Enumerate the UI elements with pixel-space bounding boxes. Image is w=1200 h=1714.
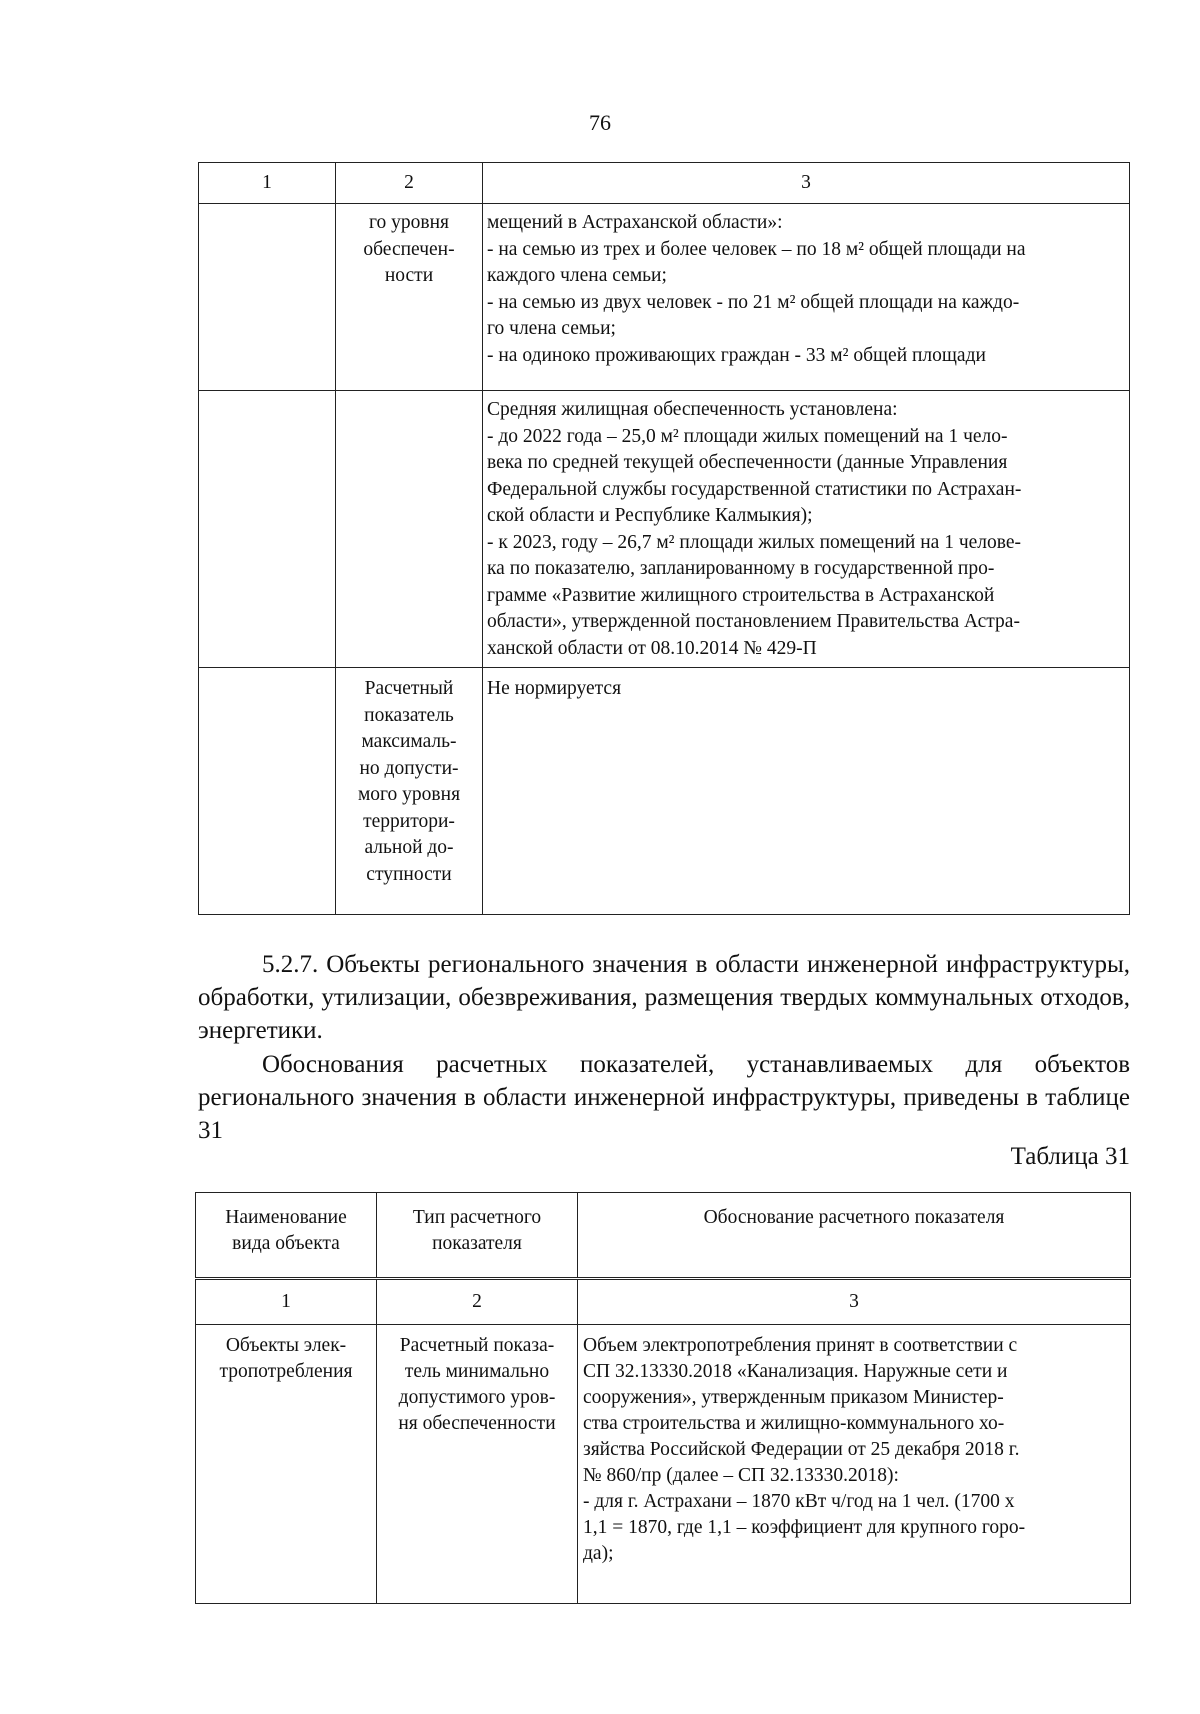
header-justification [578,1193,1131,1279]
cell-line: каждого члена семьи; [487,265,667,286]
header-cell-1: 1 [199,163,336,204]
cell-line: Расчетный [364,678,454,699]
justification-cell [483,204,1130,391]
continuation-table [198,162,1130,915]
empty-cell [199,668,336,915]
header-line: Наименование [225,1207,347,1228]
cell-line: зяйства Российской Федерации от 25 декабря 2018 г. [583,1439,1020,1460]
header-line: Тип расчетного [412,1207,542,1228]
number-cell-1: 1 [196,1279,377,1325]
cell-line: Объем электропотребления принят в соответствии с [583,1335,1018,1356]
cell-line: да); [583,1543,614,1564]
table-row [199,668,1130,915]
header-cell-3: 3 [483,163,1130,204]
cell-line: го уровня [369,212,449,233]
cell-line: ня обеспеченности [398,1413,556,1434]
indicator-type-cell [377,1325,578,1604]
cell-line: тропотребления [219,1361,353,1382]
cell-line: мещений в Астраханской области»: [487,212,783,233]
cell-line: ханской области от 08.10.2014 № 429-П [487,637,817,659]
cell-line: допустимого уров- [398,1387,556,1408]
table-label: Таблица 31 [1010,1143,1130,1170]
table-31 [195,1192,1131,1604]
table-row [199,204,1130,391]
not-regulated-cell: Не нормируется [483,668,1130,915]
cell-line: ступности [366,863,452,885]
body-paragraph: Обоснования расчетных показателей, устанавливаемых для объектов регионального значения в области инженерной инфраструктуры, приведены в таблице 31 [198,1051,1130,1144]
header-line: показателя [432,1233,522,1254]
cell-line: СП 32.13330.2018 «Канализация. Наружные сети и [583,1361,1008,1382]
cell-line: - на семью из трех и более человек – по 18 м² общей площади на [487,238,1026,260]
cell-line: ства строительства и жилищно-коммунального хо- [583,1413,1005,1434]
header-line: Обоснование расчетного показателя [703,1207,1005,1228]
cell-line: века по средней текущей обеспеченности (данные Управления [487,452,1008,473]
table-row [196,1325,1131,1604]
empty-cell [199,204,336,391]
table-header-row [199,163,1130,204]
cell-line: максималь- [361,731,457,752]
indicator-type-cell [336,204,483,391]
number-cell-3: 3 [578,1279,1131,1325]
table-header-row [196,1193,1131,1279]
justification-cell [483,391,1130,668]
empty-cell [199,391,336,668]
section-heading-paragraph: 5.2.7. Объекты регионального значения в области инженерной инфраструктуры, обработки, утилизации, обезвреживания, размещения твердых коммунальных отходов, энергетики. [198,951,1130,1044]
cell-line: - до 2022 года – 25,0 м² площади жилых помещений на 1 чело- [487,425,1008,447]
cell-line: Средняя жилищная обеспеченность установлена: [487,399,898,420]
table-number-row [196,1279,1131,1325]
header-cell-2: 2 [336,163,483,204]
justification-cell [578,1325,1131,1604]
cell-line: обеспечен- [363,238,455,260]
cell-line: территори- [363,810,455,832]
cell-line: Объекты элек- [225,1335,347,1356]
object-type-cell [196,1325,377,1604]
cell-line: го члена семьи; [487,318,616,339]
cell-line: 1,1 = 1870, где 1,1 – коэффициент для крупного горо- [583,1517,1026,1538]
cell-line: альной до- [364,837,454,858]
cell-line: тель минимально [404,1361,550,1382]
cell-line: - для г. Астрахани – 1870 кВт ч/год на 1 чел. (1700 х [583,1491,1015,1512]
cell-line: № 860/пр (далее – СП 32.13330.2018): [583,1465,899,1486]
page-number: 76 [589,110,611,135]
cell-line: сооружения», утвержденным приказом Министер- [583,1387,1004,1408]
cell-line: области», утвержденной постановлением Правительства Астра- [487,611,1020,632]
number-cell-2: 2 [377,1279,578,1325]
cell-line: ности [384,265,434,286]
cell-line: Расчетный показа- [399,1335,555,1356]
cell-line: мого уровня [357,784,461,805]
header-indicator-type [377,1193,578,1279]
cell-line: ка по показателю, запланированному в государственной про- [487,558,995,579]
cell-line: показатель [364,704,454,726]
table-row [199,391,1130,668]
cell-line: грамме «Развитие жилищного строительства в Астраханской [487,584,995,606]
cell-line: ской области и Республике Калмыкия); [487,505,813,526]
empty-cell [336,391,483,668]
header-line: вида объекта [232,1233,340,1254]
cell-line: но допусти- [359,757,459,779]
cell-line: - на одиноко проживающих граждан - 33 м² общей площади [487,344,986,366]
cell-line: - к 2023, году – 26,7 м² площади жилых помещений на 1 челове- [487,531,1022,553]
header-object-type [196,1193,377,1279]
indicator-type-cell [336,668,483,915]
cell-line: - на семью из двух человек - по 21 м² общей площади на каждо- [487,291,1020,313]
cell-line: Федеральной службы государственной статистики по Астрахан- [487,478,1022,500]
